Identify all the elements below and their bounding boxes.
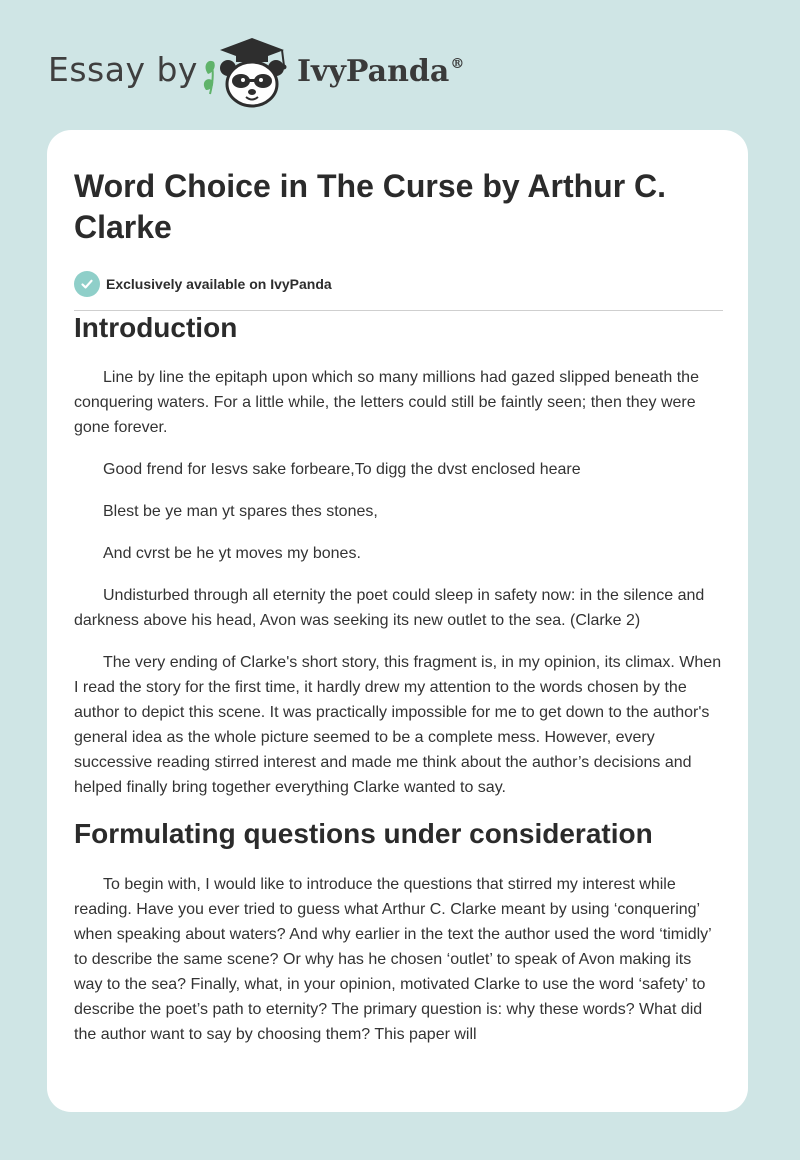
essay-content [74, 166, 724, 1047]
panda-logo-icon[interactable] [202, 36, 292, 108]
brand-name[interactable] [297, 54, 464, 89]
site-header [0, 0, 800, 120]
brand-label: IvyPanda [297, 54, 450, 89]
essay-by-label: Essay by [48, 50, 198, 89]
paragraph: Good frend for Iesvs sake forbeare,To digg the dvst enclosed heare [103, 461, 581, 478]
paragraph: To begin with, I would like to introduce the questions that stirred my interest while reading. Have you ever tried to guess what Arthur C. Clarke meant by using ‘conquering’ when speaking about waters? And why earlier in the text the author used the word ‘timidly’ to describe the same scene? Or why has he chosen ‘outlet’ to speak of Avon making its way to the sea? Finally, what, in your opinion, motivated Clarke to use the word ‘safety’ to describe the poet’s path to eternity? The primary question is: why these words? What did the author want to say by choosing them? This paper will [74, 876, 712, 1043]
exclusive-badge [74, 270, 724, 298]
paragraph: The very ending of Clarke's short story, this fragment is, in my opinion, its climax. When I read the story for the first time, it hardly drew my attention to the words chosen by the author to depict this scene. It was practically impossible for me to get down to the author's general idea as the whole picture seemed to be a complete mess. However, every successive reading stirred interest and made me think about the author’s decisions and helped finally bring together everything Clarke wanted to say. [74, 654, 722, 796]
section-heading-formulating-questions: Formulating questions under consideration [74, 818, 653, 849]
paragraph: And cvrst be he yt moves my bones. [103, 545, 361, 562]
paragraph: Line by line the epitaph upon which so many millions had gazed slipped beneath the conquering waters. For a little while, the letters could still be faintly seen; then they were gone forever. [74, 369, 699, 436]
paragraph: Undisturbed through all eternity the poet could sleep in safety now: in the silence and darkness above his head, Avon was seeking its new outlet to the sea. (Clarke 2) [74, 587, 705, 629]
essay-title: Word Choice in The Curse by Arthur C. Clarke [74, 168, 667, 245]
exclusive-label: Exclusively available on IvyPanda [106, 276, 332, 292]
paragraph: Blest be ye man yt spares thes stones, [103, 503, 378, 520]
registered-mark: ® [450, 56, 465, 72]
checkmark-icon [74, 271, 100, 297]
essay-card [47, 130, 748, 1112]
section-heading-introduction: Introduction [74, 312, 238, 343]
